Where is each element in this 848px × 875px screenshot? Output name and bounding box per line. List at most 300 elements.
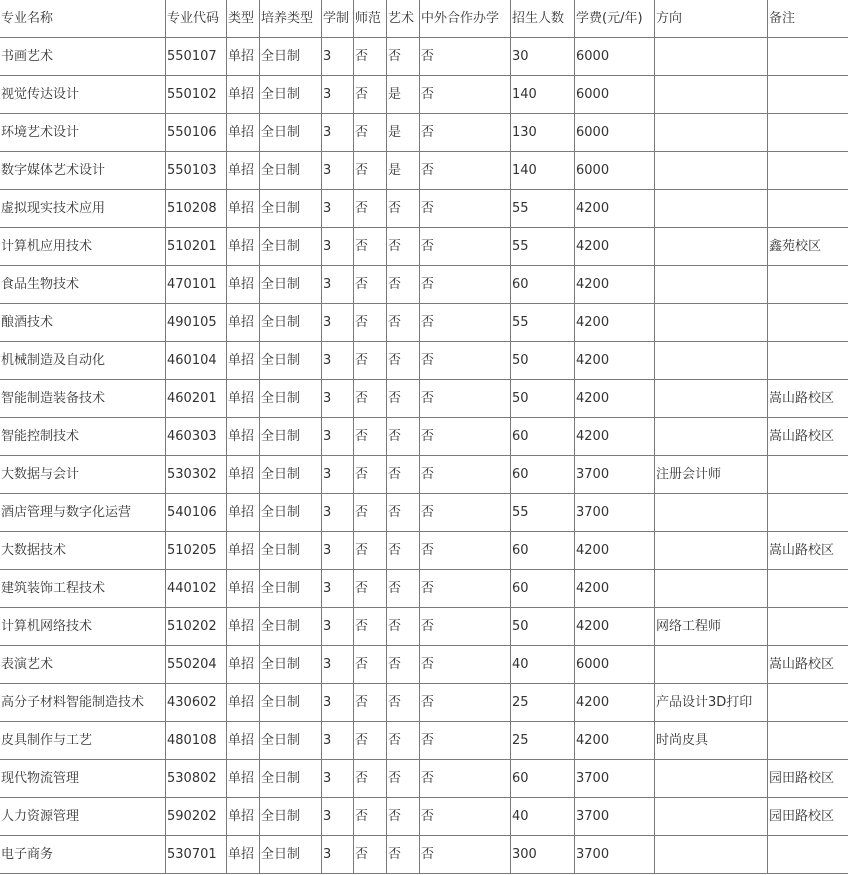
cell-teacher-training: 否 [354,798,387,836]
cell-type: 单招 [227,684,260,722]
cell-remark [768,456,848,494]
cell-remark [768,836,848,874]
cell-teacher-training: 否 [354,266,387,304]
cell-major-name: 皮具制作与工艺 [0,722,166,760]
table-row [0,266,848,304]
cell-joint-program: 否 [420,114,511,152]
cell-type: 单招 [227,418,260,456]
cell-remark: 嵩山路校区 [768,532,848,570]
cell-art: 否 [387,836,420,874]
cell-training-type: 全日制 [260,304,322,342]
cell-training-type: 全日制 [260,114,322,152]
cell-teacher-training: 否 [354,114,387,152]
cell-enrollment-count: 60 [511,760,575,798]
cell-art: 否 [387,532,420,570]
cell-enrollment-count: 40 [511,646,575,684]
cell-teacher-training: 否 [354,38,387,76]
cell-type: 单招 [227,608,260,646]
cell-enrollment-count: 130 [511,114,575,152]
cell-tuition: 4200 [575,266,655,304]
cell-training-type: 全日制 [260,380,322,418]
table-row [0,190,848,228]
cell-enrollment-count: 60 [511,418,575,456]
cell-remark: 嵩山路校区 [768,380,848,418]
cell-art: 否 [387,722,420,760]
cell-direction: 注册会计师 [655,456,768,494]
cell-major-code: 510208 [166,190,227,228]
header-row [0,0,848,38]
cell-direction [655,418,768,456]
cell-tuition: 4200 [575,684,655,722]
cell-type: 单招 [227,646,260,684]
cell-type: 单招 [227,38,260,76]
column-header-joint-program: 中外合作办学 [420,0,511,38]
cell-tuition: 4200 [575,418,655,456]
cell-training-type: 全日制 [260,532,322,570]
cell-training-type: 全日制 [260,836,322,874]
cell-tuition: 4200 [575,608,655,646]
cell-type: 单招 [227,722,260,760]
cell-training-type: 全日制 [260,494,322,532]
cell-major-name: 高分子材料智能制造技术 [0,684,166,722]
cell-joint-program: 否 [420,684,511,722]
table-row [0,228,848,266]
cell-teacher-training: 否 [354,76,387,114]
column-header-art: 艺术 [387,0,420,38]
table-row [0,304,848,342]
cell-major-name: 机械制造及自动化 [0,342,166,380]
cell-type: 单招 [227,532,260,570]
cell-joint-program: 否 [420,266,511,304]
cell-major-code: 550103 [166,152,227,190]
cell-joint-program: 否 [420,38,511,76]
column-header-tuition: 学费(元/年) [575,0,655,38]
cell-tuition: 4200 [575,190,655,228]
table-row [0,152,848,190]
cell-enrollment-count: 140 [511,152,575,190]
cell-remark [768,152,848,190]
cell-enrollment-count: 50 [511,342,575,380]
cell-enrollment-count: 40 [511,798,575,836]
cell-duration: 3 [322,456,354,494]
cell-duration: 3 [322,836,354,874]
cell-tuition: 6000 [575,114,655,152]
cell-joint-program: 否 [420,760,511,798]
cell-enrollment-count: 55 [511,190,575,228]
cell-remark: 嵩山路校区 [768,646,848,684]
cell-major-name: 酿酒技术 [0,304,166,342]
cell-training-type: 全日制 [260,570,322,608]
cell-type: 单招 [227,304,260,342]
table-body [0,38,848,874]
cell-duration: 3 [322,684,354,722]
column-header-remark: 备注 [768,0,848,38]
cell-teacher-training: 否 [354,228,387,266]
cell-direction [655,570,768,608]
cell-enrollment-count: 55 [511,304,575,342]
cell-enrollment-count: 60 [511,456,575,494]
cell-major-code: 490105 [166,304,227,342]
cell-direction [655,380,768,418]
cell-tuition: 4200 [575,532,655,570]
table-row [0,456,848,494]
cell-duration: 3 [322,228,354,266]
table-row [0,38,848,76]
cell-art: 否 [387,418,420,456]
cell-major-name: 建筑装饰工程技术 [0,570,166,608]
cell-remark [768,684,848,722]
cell-duration: 3 [322,152,354,190]
table-row [0,798,848,836]
cell-direction [655,342,768,380]
table-row [0,570,848,608]
cell-teacher-training: 否 [354,760,387,798]
cell-type: 单招 [227,228,260,266]
cell-duration: 3 [322,494,354,532]
cell-remark [768,76,848,114]
table-row [0,608,848,646]
cell-joint-program: 否 [420,722,511,760]
cell-direction: 产品设计3D打印 [655,684,768,722]
cell-joint-program: 否 [420,798,511,836]
cell-teacher-training: 否 [354,380,387,418]
cell-training-type: 全日制 [260,722,322,760]
cell-tuition: 4200 [575,228,655,266]
cell-training-type: 全日制 [260,418,322,456]
cell-type: 单招 [227,380,260,418]
cell-training-type: 全日制 [260,152,322,190]
cell-remark [768,266,848,304]
cell-enrollment-count: 50 [511,380,575,418]
cell-art: 否 [387,266,420,304]
cell-major-code: 480108 [166,722,227,760]
cell-direction [655,76,768,114]
cell-tuition: 4200 [575,342,655,380]
cell-major-code: 460201 [166,380,227,418]
cell-enrollment-count: 60 [511,266,575,304]
cell-direction [655,494,768,532]
cell-art: 否 [387,646,420,684]
cell-direction [655,304,768,342]
cell-major-code: 530701 [166,836,227,874]
cell-enrollment-count: 55 [511,228,575,266]
cell-training-type: 全日制 [260,190,322,228]
cell-teacher-training: 否 [354,836,387,874]
cell-major-name: 视觉传达设计 [0,76,166,114]
table-row [0,342,848,380]
cell-art: 是 [387,76,420,114]
cell-joint-program: 否 [420,456,511,494]
cell-major-code: 550102 [166,76,227,114]
cell-training-type: 全日制 [260,646,322,684]
cell-major-name: 书画艺术 [0,38,166,76]
cell-remark [768,190,848,228]
cell-tuition: 6000 [575,646,655,684]
cell-duration: 3 [322,646,354,684]
cell-duration: 3 [322,342,354,380]
cell-art: 否 [387,304,420,342]
cell-teacher-training: 否 [354,684,387,722]
cell-joint-program: 否 [420,532,511,570]
cell-direction [655,266,768,304]
cell-tuition: 3700 [575,798,655,836]
cell-teacher-training: 否 [354,342,387,380]
cell-direction [655,38,768,76]
cell-art: 否 [387,456,420,494]
cell-major-name: 计算机网络技术 [0,608,166,646]
cell-enrollment-count: 25 [511,684,575,722]
cell-major-code: 460303 [166,418,227,456]
cell-type: 单招 [227,76,260,114]
cell-tuition: 3700 [575,494,655,532]
cell-training-type: 全日制 [260,38,322,76]
column-header-enrollment-count: 招生人数 [511,0,575,38]
cell-type: 单招 [227,494,260,532]
cell-duration: 3 [322,798,354,836]
cell-duration: 3 [322,190,354,228]
cell-teacher-training: 否 [354,456,387,494]
cell-major-name: 大数据与会计 [0,456,166,494]
cell-training-type: 全日制 [260,456,322,494]
column-header-major-code: 专业代码 [166,0,227,38]
cell-joint-program: 否 [420,494,511,532]
cell-type: 单招 [227,190,260,228]
cell-major-code: 530802 [166,760,227,798]
cell-major-name: 计算机应用技术 [0,228,166,266]
cell-joint-program: 否 [420,76,511,114]
cell-tuition: 4200 [575,722,655,760]
cell-major-name: 酒店管理与数字化运营 [0,494,166,532]
table-header [0,0,848,38]
table-row [0,532,848,570]
cell-teacher-training: 否 [354,722,387,760]
cell-remark [768,722,848,760]
cell-remark: 鑫苑校区 [768,228,848,266]
cell-art: 否 [387,228,420,266]
cell-teacher-training: 否 [354,570,387,608]
cell-major-code: 550106 [166,114,227,152]
cell-major-code: 460104 [166,342,227,380]
table-row [0,114,848,152]
cell-joint-program: 否 [420,190,511,228]
table-row [0,380,848,418]
cell-type: 单招 [227,152,260,190]
cell-enrollment-count: 300 [511,836,575,874]
cell-remark: 园田路校区 [768,798,848,836]
column-header-major-name: 专业名称 [0,0,166,38]
table-row [0,684,848,722]
cell-remark [768,608,848,646]
table-row [0,76,848,114]
cell-duration: 3 [322,38,354,76]
cell-training-type: 全日制 [260,228,322,266]
cell-major-name: 表演艺术 [0,646,166,684]
cell-type: 单招 [227,760,260,798]
cell-type: 单招 [227,456,260,494]
cell-type: 单招 [227,342,260,380]
cell-enrollment-count: 60 [511,570,575,608]
cell-tuition: 6000 [575,152,655,190]
column-header-type: 类型 [227,0,260,38]
cell-duration: 3 [322,304,354,342]
cell-direction [655,760,768,798]
cell-teacher-training: 否 [354,646,387,684]
cell-teacher-training: 否 [354,190,387,228]
cell-art: 否 [387,760,420,798]
table-row [0,836,848,874]
cell-remark [768,342,848,380]
cell-tuition: 3700 [575,456,655,494]
cell-major-name: 虚拟现实技术应用 [0,190,166,228]
cell-duration: 3 [322,570,354,608]
cell-type: 单招 [227,570,260,608]
cell-art: 否 [387,570,420,608]
table-row [0,418,848,456]
cell-tuition: 3700 [575,836,655,874]
cell-art: 否 [387,342,420,380]
cell-duration: 3 [322,76,354,114]
cell-major-code: 440102 [166,570,227,608]
cell-duration: 3 [322,380,354,418]
cell-training-type: 全日制 [260,608,322,646]
cell-joint-program: 否 [420,228,511,266]
cell-duration: 3 [322,114,354,152]
cell-joint-program: 否 [420,646,511,684]
cell-joint-program: 否 [420,304,511,342]
cell-major-code: 510205 [166,532,227,570]
cell-teacher-training: 否 [354,304,387,342]
column-header-direction: 方向 [655,0,768,38]
cell-direction [655,228,768,266]
cell-duration: 3 [322,266,354,304]
cell-tuition: 6000 [575,38,655,76]
cell-joint-program: 否 [420,380,511,418]
column-header-teacher-training: 师范 [354,0,387,38]
cell-art: 否 [387,190,420,228]
cell-major-name: 数字媒体艺术设计 [0,152,166,190]
cell-training-type: 全日制 [260,342,322,380]
cell-art: 是 [387,152,420,190]
cell-duration: 3 [322,418,354,456]
cell-teacher-training: 否 [354,418,387,456]
cell-major-name: 智能控制技术 [0,418,166,456]
cell-enrollment-count: 25 [511,722,575,760]
cell-joint-program: 否 [420,342,511,380]
cell-teacher-training: 否 [354,152,387,190]
cell-remark [768,494,848,532]
cell-art: 否 [387,494,420,532]
cell-tuition: 6000 [575,76,655,114]
cell-duration: 3 [322,760,354,798]
cell-duration: 3 [322,608,354,646]
cell-enrollment-count: 140 [511,76,575,114]
cell-enrollment-count: 50 [511,608,575,646]
cell-direction: 网络工程师 [655,608,768,646]
table-row [0,722,848,760]
cell-major-name: 电子商务 [0,836,166,874]
cell-enrollment-count: 55 [511,494,575,532]
cell-direction [655,646,768,684]
cell-direction [655,152,768,190]
cell-duration: 3 [322,722,354,760]
cell-major-code: 510201 [166,228,227,266]
cell-direction [655,836,768,874]
cell-major-name: 智能制造装备技术 [0,380,166,418]
cell-training-type: 全日制 [260,798,322,836]
cell-teacher-training: 否 [354,532,387,570]
cell-major-code: 430602 [166,684,227,722]
cell-direction: 时尚皮具 [655,722,768,760]
cell-enrollment-count: 30 [511,38,575,76]
cell-art: 否 [387,380,420,418]
cell-remark [768,38,848,76]
cell-training-type: 全日制 [260,76,322,114]
cell-tuition: 4200 [575,380,655,418]
cell-direction [655,114,768,152]
cell-direction [655,532,768,570]
cell-tuition: 4200 [575,304,655,342]
cell-type: 单招 [227,798,260,836]
cell-type: 单招 [227,114,260,152]
cell-teacher-training: 否 [354,494,387,532]
cell-enrollment-count: 60 [511,532,575,570]
cell-joint-program: 否 [420,608,511,646]
cell-direction [655,190,768,228]
cell-teacher-training: 否 [354,608,387,646]
cell-direction [655,798,768,836]
cell-remark: 园田路校区 [768,760,848,798]
column-header-duration: 学制 [322,0,354,38]
cell-art: 是 [387,114,420,152]
column-header-training-type: 培养类型 [260,0,322,38]
cell-duration: 3 [322,532,354,570]
cell-major-name: 环境艺术设计 [0,114,166,152]
cell-training-type: 全日制 [260,760,322,798]
cell-major-code: 550107 [166,38,227,76]
cell-tuition: 4200 [575,570,655,608]
cell-joint-program: 否 [420,570,511,608]
table-row [0,494,848,532]
cell-major-name: 大数据技术 [0,532,166,570]
cell-tuition: 3700 [575,760,655,798]
cell-major-code: 530302 [166,456,227,494]
cell-art: 否 [387,684,420,722]
cell-art: 否 [387,38,420,76]
cell-major-name: 现代物流管理 [0,760,166,798]
cell-art: 否 [387,608,420,646]
cell-remark [768,570,848,608]
cell-major-code: 590202 [166,798,227,836]
cell-major-code: 550204 [166,646,227,684]
cell-remark: 嵩山路校区 [768,418,848,456]
cell-training-type: 全日制 [260,684,322,722]
cell-major-code: 510202 [166,608,227,646]
table-row [0,646,848,684]
cell-joint-program: 否 [420,836,511,874]
cell-major-name: 人力资源管理 [0,798,166,836]
cell-type: 单招 [227,266,260,304]
cell-joint-program: 否 [420,418,511,456]
cell-major-code: 540106 [166,494,227,532]
cell-joint-program: 否 [420,152,511,190]
cell-major-code: 470101 [166,266,227,304]
cell-art: 否 [387,798,420,836]
cell-major-name: 食品生物技术 [0,266,166,304]
cell-training-type: 全日制 [260,266,322,304]
cell-type: 单招 [227,836,260,874]
table-row [0,760,848,798]
cell-remark [768,304,848,342]
